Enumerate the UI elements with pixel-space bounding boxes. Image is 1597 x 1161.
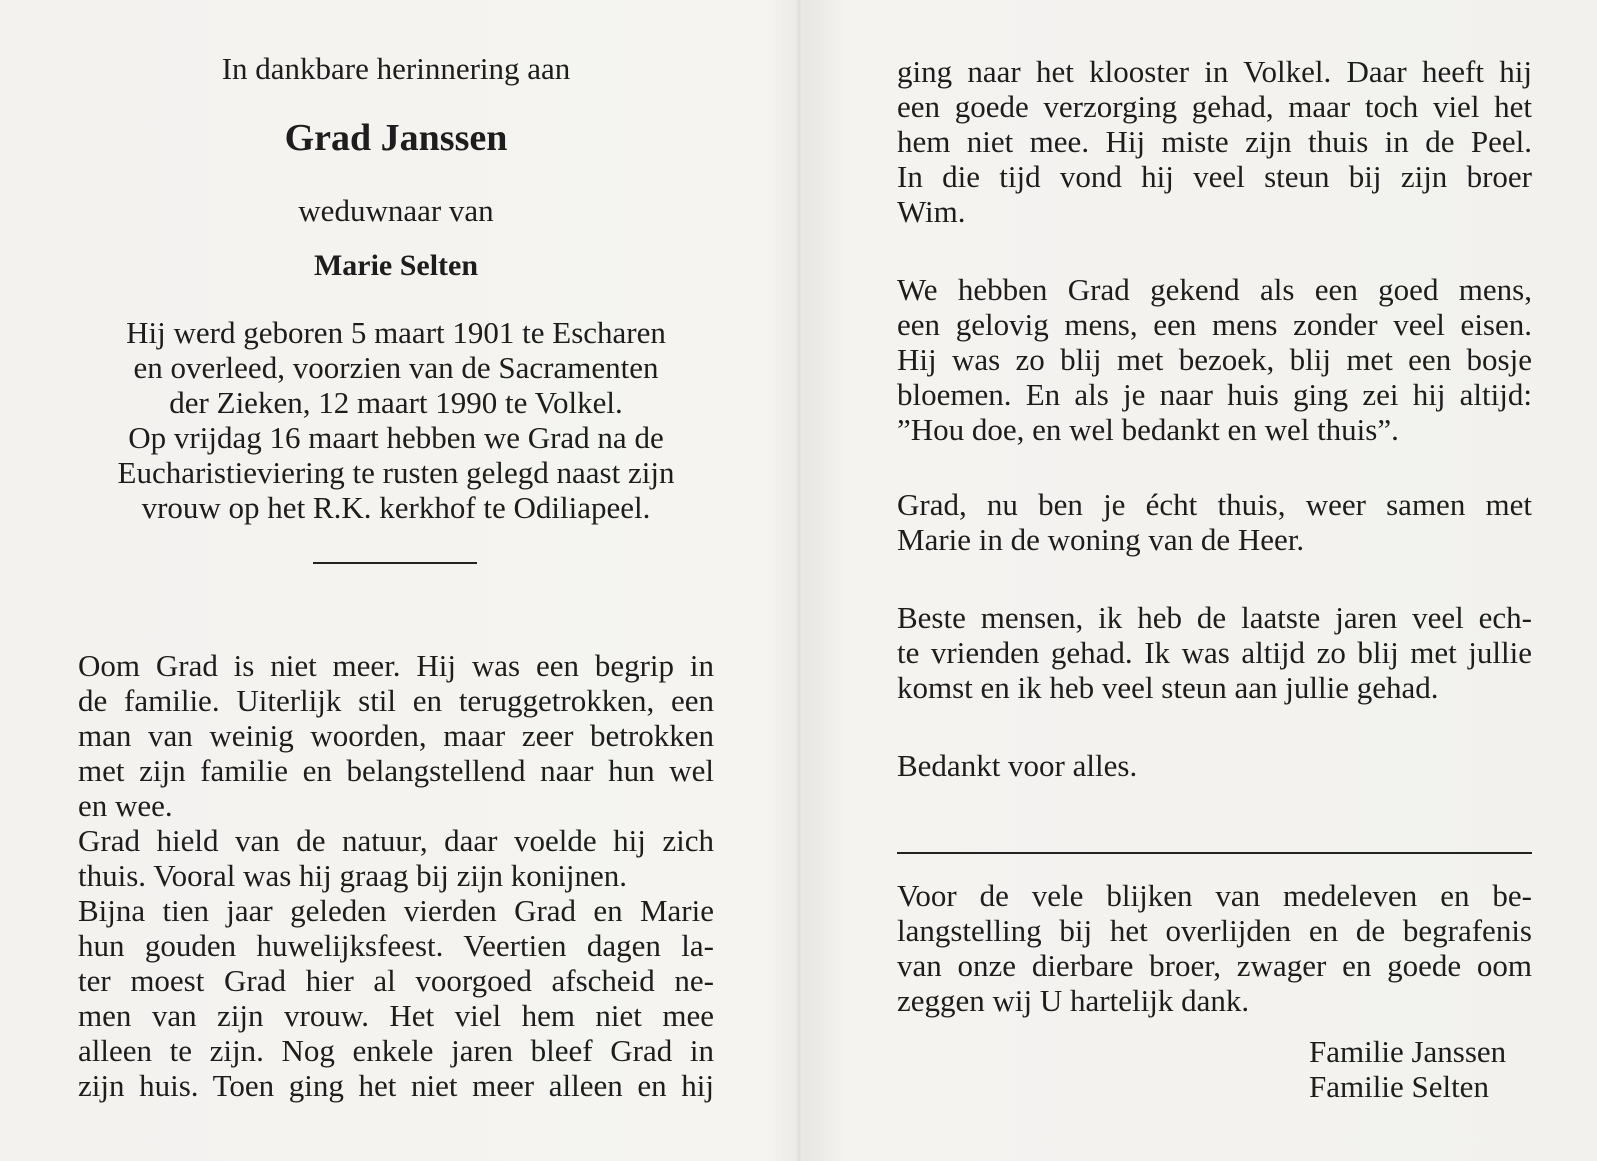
story (78, 648, 714, 1103)
story-line: men van zijn vrouw. Het viel hem niet mee (78, 998, 714, 1033)
story-line: de familie. Uiterlijk stil en teruggetrokken, een (78, 683, 714, 718)
story-line: Bijna tien jaar geleden vierden Grad en Marie (78, 893, 714, 928)
story-continuation (897, 54, 1532, 229)
biography-line: Hij werd geboren 5 maart 1901 te Escharen (126, 315, 666, 350)
spouse-name: Marie Selten (313, 249, 479, 282)
intro-text: In dankbare herinnering aan (221, 51, 571, 86)
story-line: Grad hield van de natuur, daar voelde hij zich (78, 823, 714, 858)
widower-text: weduwnaar van (298, 193, 494, 228)
story-line: ter moest Grad hier al voorgoed afscheid ne- (78, 963, 714, 998)
paragraph-friends (897, 600, 1532, 705)
deceased-name: Grad Janssen (284, 117, 508, 159)
paragraph-home (897, 487, 1532, 557)
acknowledgement-line: langstelling bij het overlijden en de begrafenis (897, 913, 1532, 948)
story-line: In die tijd vond hij veel steun bij zijn broer (897, 159, 1532, 194)
story-line: en wee. (78, 788, 173, 823)
divider (313, 562, 477, 564)
story-line: man van weinig woorden, maar zeer betrokken (78, 718, 714, 753)
paragraph-line: bloemen. En als je naar huis ging zei hij altijd: (897, 377, 1532, 412)
biography-line: der Zieken, 12 maart 1990 te Volkel. (169, 385, 623, 420)
signature-janssen: Familie Janssen (1309, 1034, 1507, 1069)
paragraph-line: te vrienden gehad. Ik was altijd zo blij met jullie (897, 635, 1532, 670)
paragraph-line: Beste mensen, ik heb de laatste jaren veel ech- (897, 600, 1532, 635)
signature-selten: Familie Selten (1309, 1069, 1489, 1104)
story-line: met zijn familie en belangstellend naar hun wel (78, 753, 714, 788)
thanks-text: Bedankt voor alles. (897, 748, 1138, 783)
biography (78, 315, 714, 525)
paragraph-line: Grad, nu ben je écht thuis, weer samen met (897, 487, 1532, 522)
story-line: alleen te zijn. Nog enkele jaren bleef Grad in (78, 1033, 714, 1068)
paragraph-line: Hij was zo blij met bezoek, blij met een bosje (897, 342, 1532, 377)
biography-line: en overleed, voorzien van de Sacramenten (133, 350, 659, 385)
story-line: thuis. Vooral was hij graag bij zijn konijnen. (78, 858, 628, 893)
divider (897, 852, 1532, 854)
biography-line: vrouw op het R.K. kerkhof te Odiliapeel. (141, 490, 651, 525)
acknowledgement-line: Voor de vele blijken van medeleven en be- (897, 878, 1532, 913)
paragraph-line: een gelovig mens, een mens zonder veel eisen. (897, 307, 1532, 342)
biography-line: Op vrijdag 16 maart hebben we Grad na de (128, 420, 664, 455)
biography-line: Eucharistieviering te rusten gelegd naast zijn (117, 455, 675, 490)
acknowledgement (897, 878, 1532, 1018)
story-line: hun gouden huwelijksfeest. Veertien dagen la- (78, 928, 714, 963)
acknowledgement-line: zeggen wij U hartelijk dank. (897, 983, 1250, 1018)
acknowledgement-line: van onze dierbare broer, zwager en goede oom (897, 948, 1532, 983)
story-line: Oom Grad is niet meer. Hij was een begrip in (78, 648, 714, 683)
card-fold (796, 0, 802, 1161)
story-line: Wim. (897, 194, 966, 229)
paragraph-line: ”Hou doe, en wel bedankt en wel thuis”. (897, 412, 1399, 447)
paragraph-line: komst en ik heb veel steun aan jullie gehad. (897, 670, 1439, 705)
story-line: een goede verzorging gehad, maar toch viel het (897, 89, 1532, 124)
story-line: ging naar het klooster in Volkel. Daar heeft hij (897, 54, 1532, 89)
signatures (1309, 1034, 1506, 1104)
paragraph-memory (897, 272, 1532, 447)
paragraph-line: We hebben Grad gekend als een goed mens, (897, 272, 1532, 307)
paragraph-line: Marie in de woning van de Heer. (897, 522, 1305, 557)
story-line: hem niet mee. Hij miste zijn thuis in de Peel. (897, 124, 1532, 159)
story-line: zijn huis. Toen ging het niet meer alleen en hij (78, 1068, 714, 1103)
